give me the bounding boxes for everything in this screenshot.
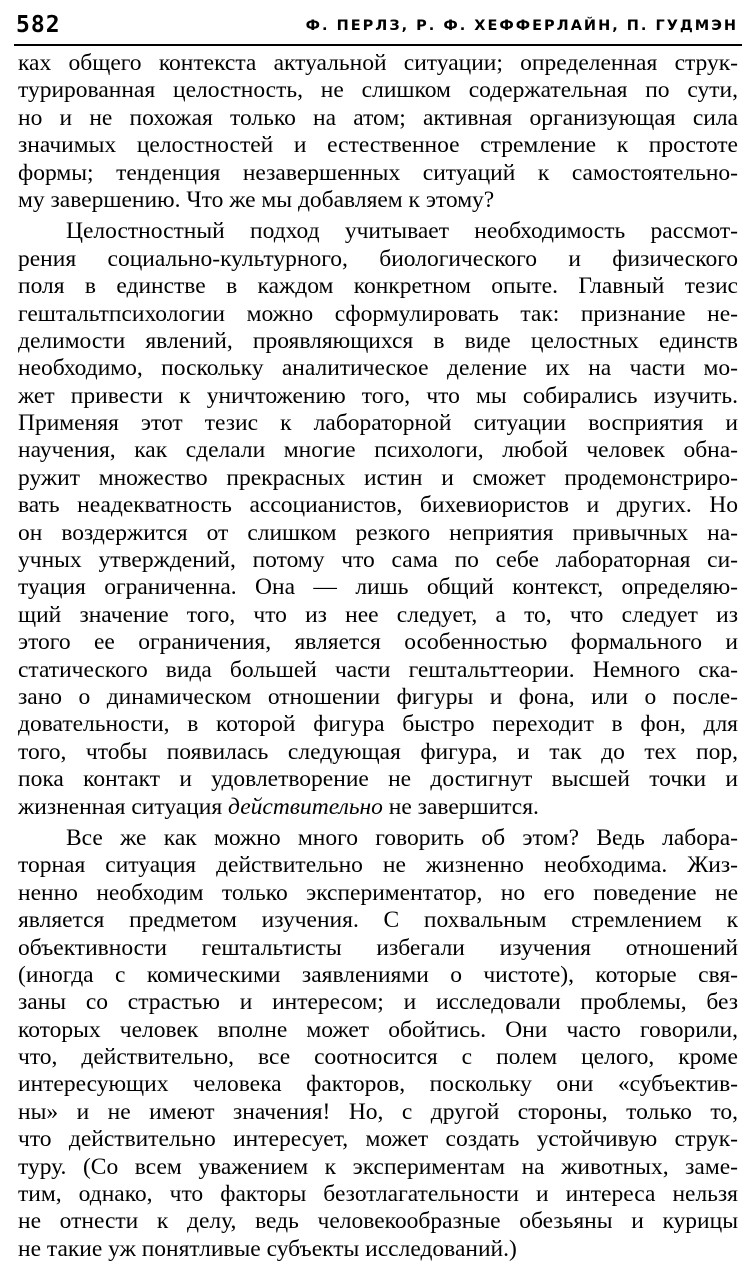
text-line: Все же как можно много говорить об этом? Ведь лабора- [66, 824, 738, 851]
paragraph [18, 218, 738, 821]
paragraph [18, 50, 738, 214]
text-line: что действительно интересует, может создать устойчивую струк- [18, 1126, 738, 1153]
text-line: ружит множество прекрасных истин и сможет продемонстриро- [18, 464, 738, 491]
page-number: 582 [16, 12, 61, 38]
text-line: (иногда с комическими заявлениями о чистоте), которые свя- [18, 961, 738, 988]
text-line: туру. (Со всем уважением к экспериментам на животных, заме- [18, 1153, 738, 1180]
text-line: тим, однако, что факторы безотлагательности и интереса нельзя [18, 1181, 738, 1208]
text-line: формы; тенденция незавершенных ситуаций к самостоятельно- [18, 159, 738, 186]
text-line: ненно необходим только экспериментатор, но его поведение не [18, 879, 738, 906]
body-text [18, 50, 738, 1263]
text-line: рения социально-культурного, биологического и физического [18, 245, 738, 272]
text-line: му завершению. Что же мы добавляем к этому? [18, 186, 495, 213]
text-line: учных утверждений, потому что сама по себе лабораторная си- [18, 547, 738, 574]
text-line: туация ограниченна. Она — лишь общий контекст, определяю- [18, 574, 738, 601]
text-line: не отнести к делу, ведь человекообразные обезьяны и курицы [18, 1208, 738, 1235]
text-line: статического вида большей части гештальттеории. Немного ска- [18, 656, 738, 683]
text-line [18, 794, 738, 821]
text-line: ны» и не имеют значения! Но, с другой стороны, только то, [18, 1098, 738, 1125]
text-line: которых человек вполне может обойтись. Они часто говорили, [18, 1016, 738, 1043]
text-line: турированная целостность, не слишком содержательная по сути, [18, 77, 738, 104]
text-line: пока контакт и удовлетворение не достигнут высшей точки и [18, 766, 738, 793]
text-line: вать неадекватность ассоцианистов, бихевиористов и других. Но [18, 492, 738, 519]
text-line: поля в единстве в каждом конкретном опыте. Главный тезис [18, 273, 738, 300]
text-line: значимых целостностей и естественное стремление к простоте [18, 132, 738, 159]
text-line: жет привести к уничтожению того, что мы собирались изучить. [18, 382, 738, 409]
text-line: является предметом изучения. С похвальным стремлением к [18, 907, 738, 934]
running-head: Ф. ПЕРЛЗ, Р. Ф. ХЕФФЕРЛАЙН, П. ГУДМЭН [305, 18, 738, 34]
text-line: объективности гештальтисты избегали изучения отношений [18, 934, 738, 961]
text-line: необходимо, поскольку аналитическое деление их на части мо- [18, 355, 738, 382]
paragraph [18, 825, 738, 1263]
text-line: он воздержится от слишком резкого неприятия привычных на- [18, 519, 738, 546]
text-line: зано о динамическом отношении фигуры и фона, или о после- [18, 683, 738, 710]
text-line: Целостностный подход учитывает необходимость рассмот- [66, 218, 738, 245]
text-line: щий значение того, что из нее следует, а то, что следует из [18, 601, 738, 628]
text-line: что, действительно, все соотносится с полем целого, кроме [18, 1044, 738, 1071]
text-line: торная ситуация действительно не жизненно необходима. Жиз- [18, 852, 738, 879]
text-line: довательности, в которой фигура быстро переходит в фон, для [18, 711, 738, 738]
text-line: делимости явлений, проявляющихся в виде целостных единств [18, 327, 738, 354]
text-line: того, чтобы появилась следующая фигура, и так до тех пор, [18, 738, 738, 765]
text-line: ках общего контекста актуальной ситуации; определенная струк- [18, 50, 738, 76]
text-line: интересующих человека факторов, поскольку они «субъектив- [18, 1071, 738, 1098]
text-line: заны со страстью и интересом; и исследовали проблемы, без [18, 989, 738, 1016]
text-line: не такие уж понятливые субъекты исследований.) [18, 1235, 517, 1262]
text-line: этого ее ограничения, является особенностью формального и [18, 629, 738, 656]
text-line: гештальтпсихологии можно сформулировать так: признание не- [18, 300, 738, 327]
text-line: Применяя этот тезис к лабораторной ситуации восприятия и [18, 410, 738, 437]
text-fragment: жизненная ситуация [18, 793, 229, 820]
text-line: научения, как сделали многие психологи, любой человек обна- [18, 437, 738, 464]
page-header [14, 10, 742, 46]
emphasized-word: действительно [228, 793, 383, 820]
text-line: но и не похожая только на атом; активная организующая сила [18, 104, 738, 131]
text-fragment: не завершится. [382, 793, 539, 820]
